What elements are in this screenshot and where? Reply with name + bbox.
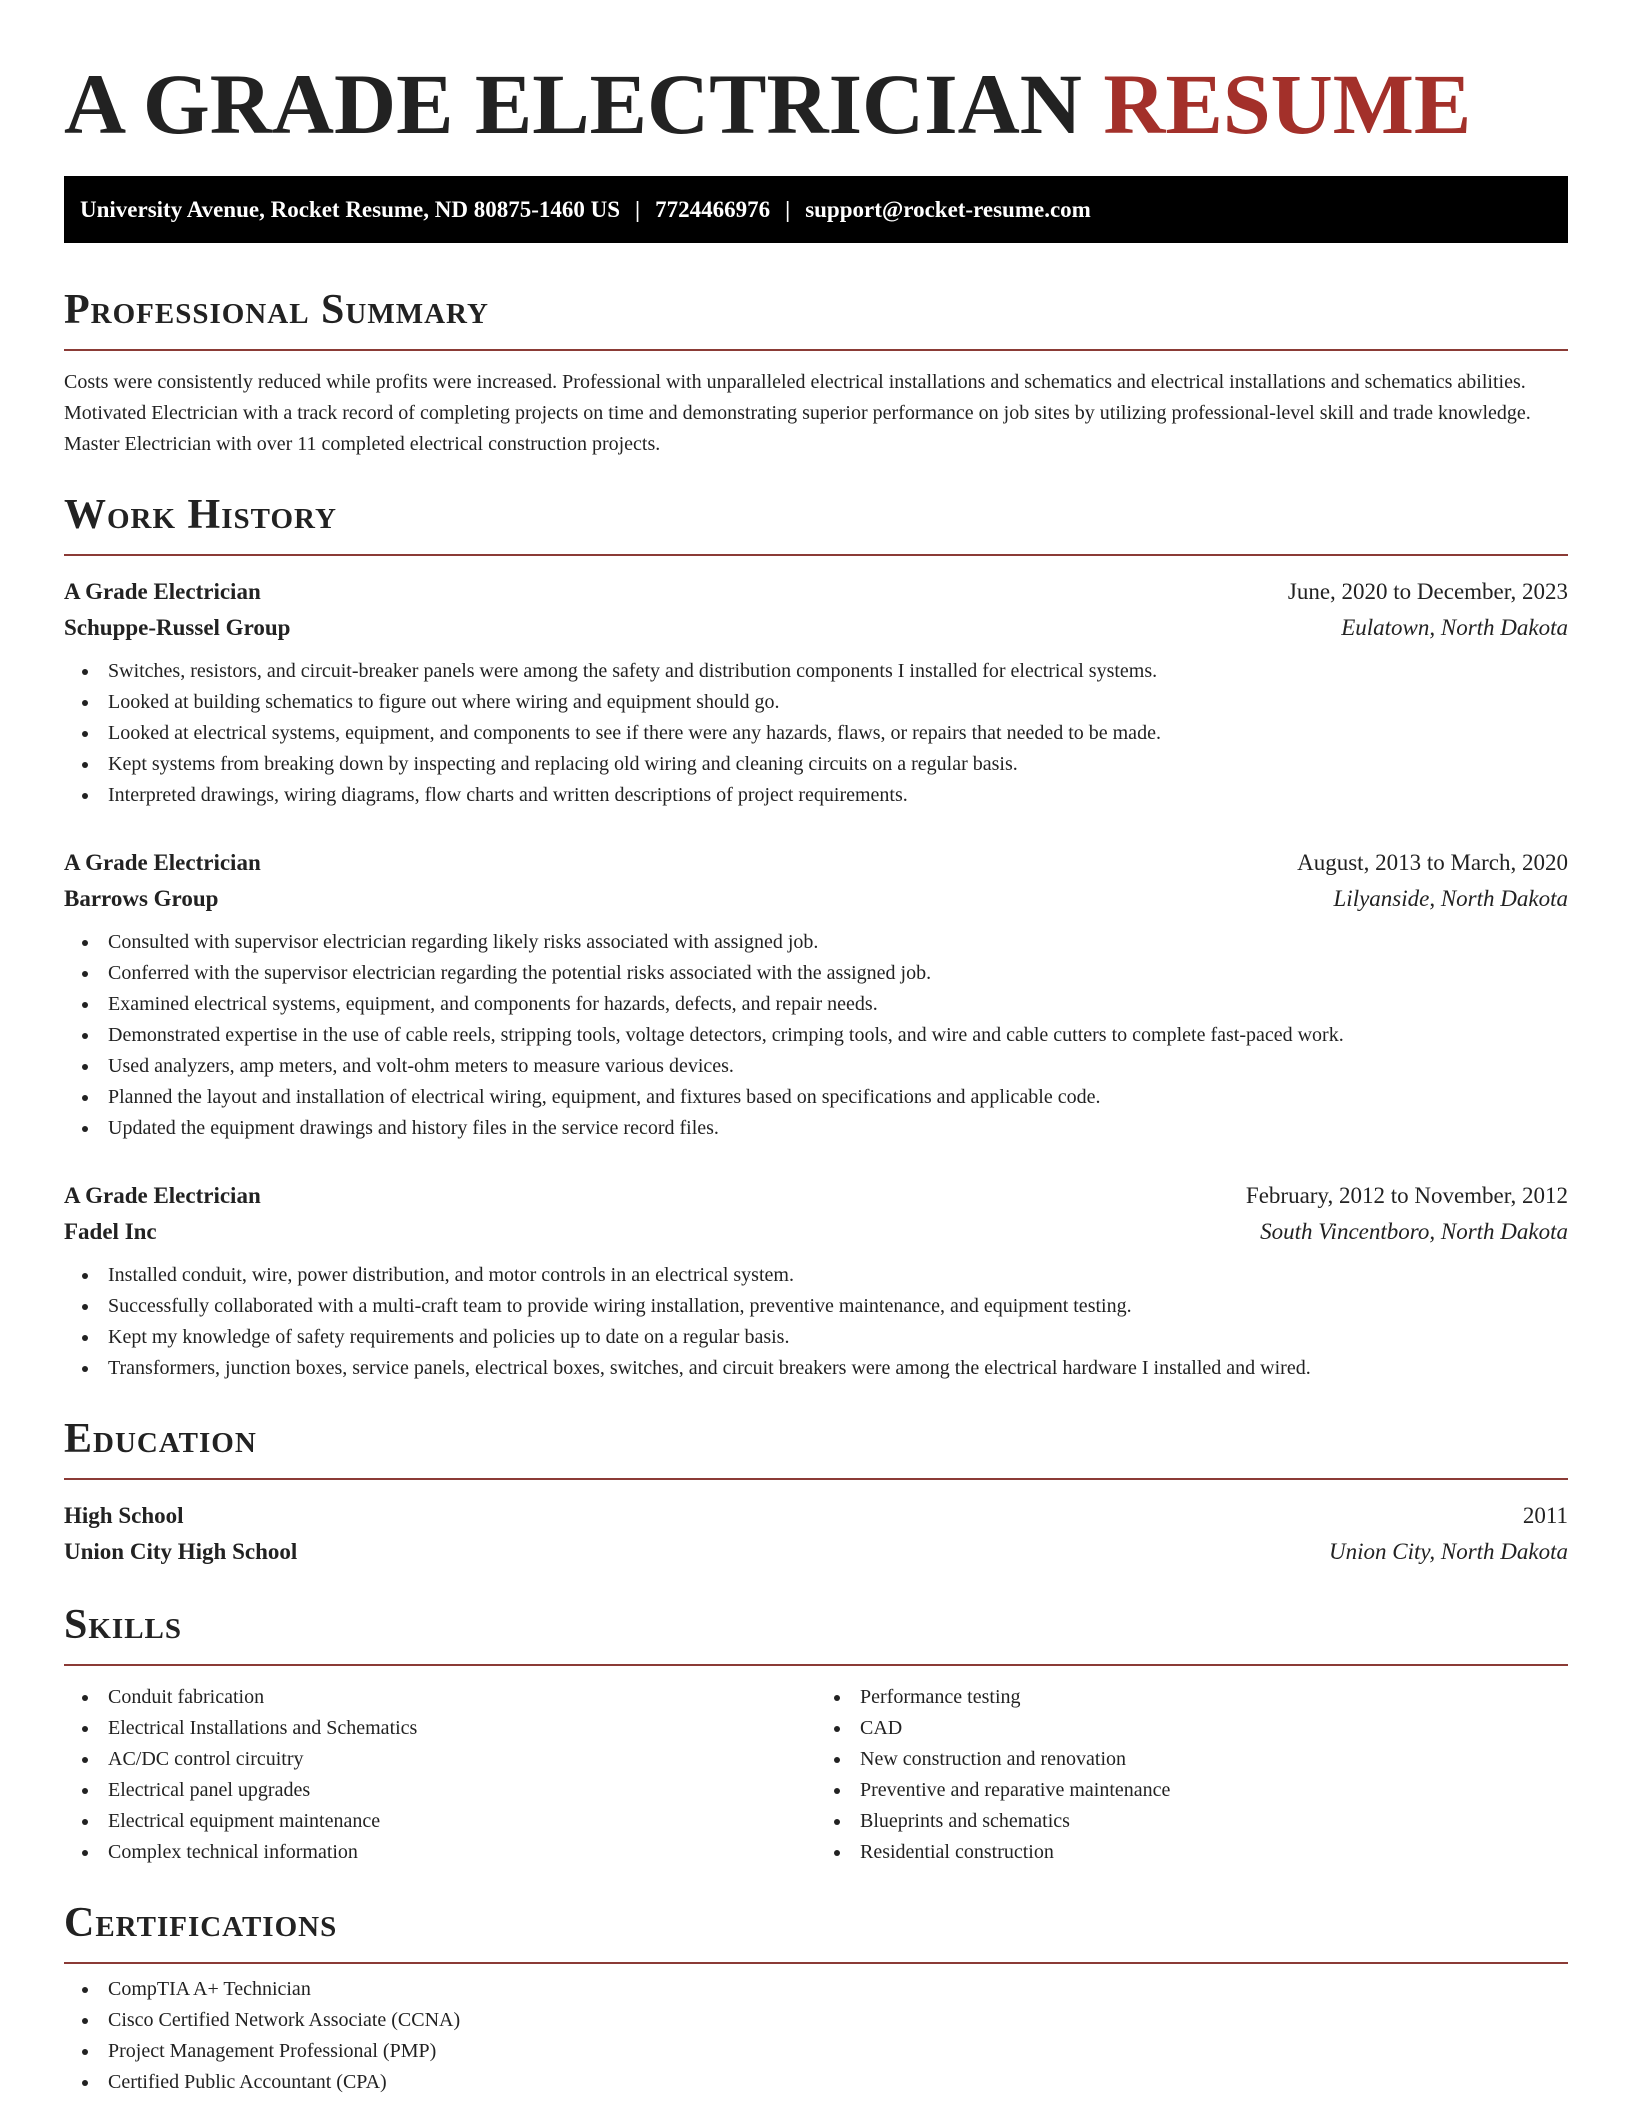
skill-item: Preventive and reparative maintenance (860, 1775, 1568, 1806)
education-location: Union City, North Dakota (1329, 1539, 1568, 1564)
contact-phone: 7724466976 (655, 196, 771, 222)
job-dates: February, 2012 to November, 2012 (1245, 1183, 1568, 1208)
list-item: Consulted with supervisor electrician regarding likely risks associated with assigned job. (108, 927, 1568, 958)
list-item: Planned the layout and installation of electrical wiring, equipment, and fixtures based on specifications and applicable code. (108, 1082, 1568, 1113)
resume-page (64, 0, 1568, 2098)
job-duties-list (64, 656, 1568, 811)
job-entry (64, 845, 1568, 1144)
job-title: A Grade Electrician (64, 1183, 261, 1208)
list-item: Switches, resistors, and circuit-breaker panels were among the safety and distribution components I installed for electrical systems. (108, 656, 1568, 687)
skill-item: CAD (860, 1713, 1568, 1744)
job-title: A Grade Electrician (64, 579, 261, 604)
certification-item: CompTIA A+ Technician (108, 1974, 1568, 2005)
education-entry (64, 1498, 1568, 1570)
skill-item: Electrical equipment maintenance (108, 1806, 816, 1837)
list-item: Kept my knowledge of safety requirements and policies up to date on a regular basis. (108, 1322, 1568, 1353)
certification-item: Cisco Certified Network Associate (CCNA) (108, 2005, 1568, 2036)
title-main: A GRADE ELECTRICIAN (64, 56, 1082, 152)
section-divider (64, 349, 1568, 351)
list-item: Updated the equipment drawings and history files in the service record files. (108, 1113, 1568, 1144)
job-company: Schuppe-Russel Group (64, 615, 291, 640)
skill-item: Complex technical information (108, 1837, 816, 1868)
education-subheader (64, 1534, 1568, 1570)
skill-item: AC/DC control circuitry (108, 1744, 816, 1775)
list-item: Kept systems from breaking down by inspecting and replacing old wiring and cleaning circuits on a regular basis. (108, 749, 1568, 780)
certifications-section (64, 1898, 1568, 2098)
list-item: Looked at building schematics to figure out where wiring and equipment should go. (108, 687, 1568, 718)
section-divider (64, 1962, 1568, 1964)
skill-item: Conduit fabrication (108, 1682, 816, 1713)
list-item: Examined electrical systems, equipment, and components for hazards, defects, and repair needs. (108, 989, 1568, 1020)
list-item: Successfully collaborated with a multi-craft team to provide wiring installation, preventive maintenance, and equipment testing. (108, 1291, 1568, 1322)
job-duties-list (64, 927, 1568, 1144)
contact-separator: | (785, 196, 791, 222)
job-location: Eulatown, North Dakota (1341, 615, 1568, 640)
section-title-education: Education (64, 1416, 257, 1462)
job-title: A Grade Electrician (64, 850, 261, 875)
section-title-summary: Professional Summary (64, 287, 489, 333)
job-location: South Vincentboro, North Dakota (1260, 1219, 1568, 1244)
job-location: Lilyanside, North Dakota (1333, 886, 1568, 911)
skills-section (64, 1600, 1568, 1868)
skills-list-left (64, 1682, 816, 1868)
list-item: Conferred with the supervisor electrician regarding the potential risks associated with the assigned job. (108, 958, 1568, 989)
job-duties-list (64, 1260, 1568, 1384)
list-item: Used analyzers, amp meters, and volt-ohm meters to measure various devices. (108, 1051, 1568, 1082)
contact-address: University Avenue, Rocket Resume, ND 80875-1460 US (80, 196, 621, 222)
section-title-certifications: Certifications (64, 1900, 338, 1946)
job-header (64, 1178, 1568, 1214)
section-divider (64, 1478, 1568, 1480)
section-title-skills: Skills (64, 1602, 183, 1648)
section-divider (64, 554, 1568, 556)
job-company: Fadel Inc (64, 1219, 157, 1244)
summary-text: Costs were consistently reduced while profits were increased. Professional with unparalleled electrical installations and schematics and electrical installations and schematics abilities. Motivated Electrician with a track record of completing projects on time and demonstrating superior performance on job sites by utilizing professional-level skill and trade knowledge. Master Electrician with over 11 completed electrical construction projects. (64, 371, 1531, 455)
title-accent: RESUME (1103, 56, 1472, 152)
education-school: Union City High School (64, 1539, 298, 1564)
certifications-list (64, 1974, 1568, 2098)
job-dates: June, 2020 to December, 2023 (1287, 579, 1568, 604)
list-item: Demonstrated expertise in the use of cable reels, stripping tools, voltage detectors, crimping tools, and wire and cable cutters to complete fast-paced work. (108, 1020, 1568, 1051)
certification-item: Project Management Professional (PMP) (108, 2036, 1568, 2067)
education-header (64, 1498, 1568, 1534)
list-item: Installed conduit, wire, power distribution, and motor controls in an electrical system. (108, 1260, 1568, 1291)
skill-item: Blueprints and schematics (860, 1806, 1568, 1837)
section-divider (64, 1664, 1568, 1666)
work-history-section (64, 490, 1568, 1384)
job-subheader (64, 1214, 1568, 1250)
job-dates: August, 2013 to March, 2020 (1297, 850, 1568, 875)
job-company: Barrows Group (64, 886, 219, 911)
education-year: 2011 (1522, 1503, 1568, 1528)
job-entry (64, 574, 1568, 811)
skill-item: Residential construction (860, 1837, 1568, 1868)
skill-item: New construction and renovation (860, 1744, 1568, 1775)
education-degree: High School (64, 1503, 184, 1528)
summary-section (64, 285, 1568, 460)
contact-email: support@rocket-resume.com (805, 196, 1091, 222)
skills-grid (64, 1682, 1568, 1868)
job-header (64, 574, 1568, 610)
list-item: Transformers, junction boxes, service panels, electrical boxes, switches, and circuit breakers were among the electrical hardware I installed and wired. (108, 1353, 1568, 1384)
job-header (64, 845, 1568, 881)
job-subheader (64, 881, 1568, 917)
skill-item: Electrical Installations and Schematics (108, 1713, 816, 1744)
skill-item: Performance testing (860, 1682, 1568, 1713)
resume-title (64, 56, 1568, 152)
education-section (64, 1414, 1568, 1570)
section-title-work-history: Work History (64, 492, 337, 538)
contact-separator: | (635, 196, 641, 222)
skills-list-right (816, 1682, 1568, 1868)
contact-bar (64, 176, 1568, 243)
job-subheader (64, 610, 1568, 646)
certification-item: Certified Public Accountant (CPA) (108, 2067, 1568, 2098)
list-item: Looked at electrical systems, equipment, and components to see if there were any hazards, flaws, or repairs that needed to be made. (108, 718, 1568, 749)
skill-item: Electrical panel upgrades (108, 1775, 816, 1806)
job-entry (64, 1178, 1568, 1384)
list-item: Interpreted drawings, wiring diagrams, flow charts and written descriptions of project requirements. (108, 780, 1568, 811)
